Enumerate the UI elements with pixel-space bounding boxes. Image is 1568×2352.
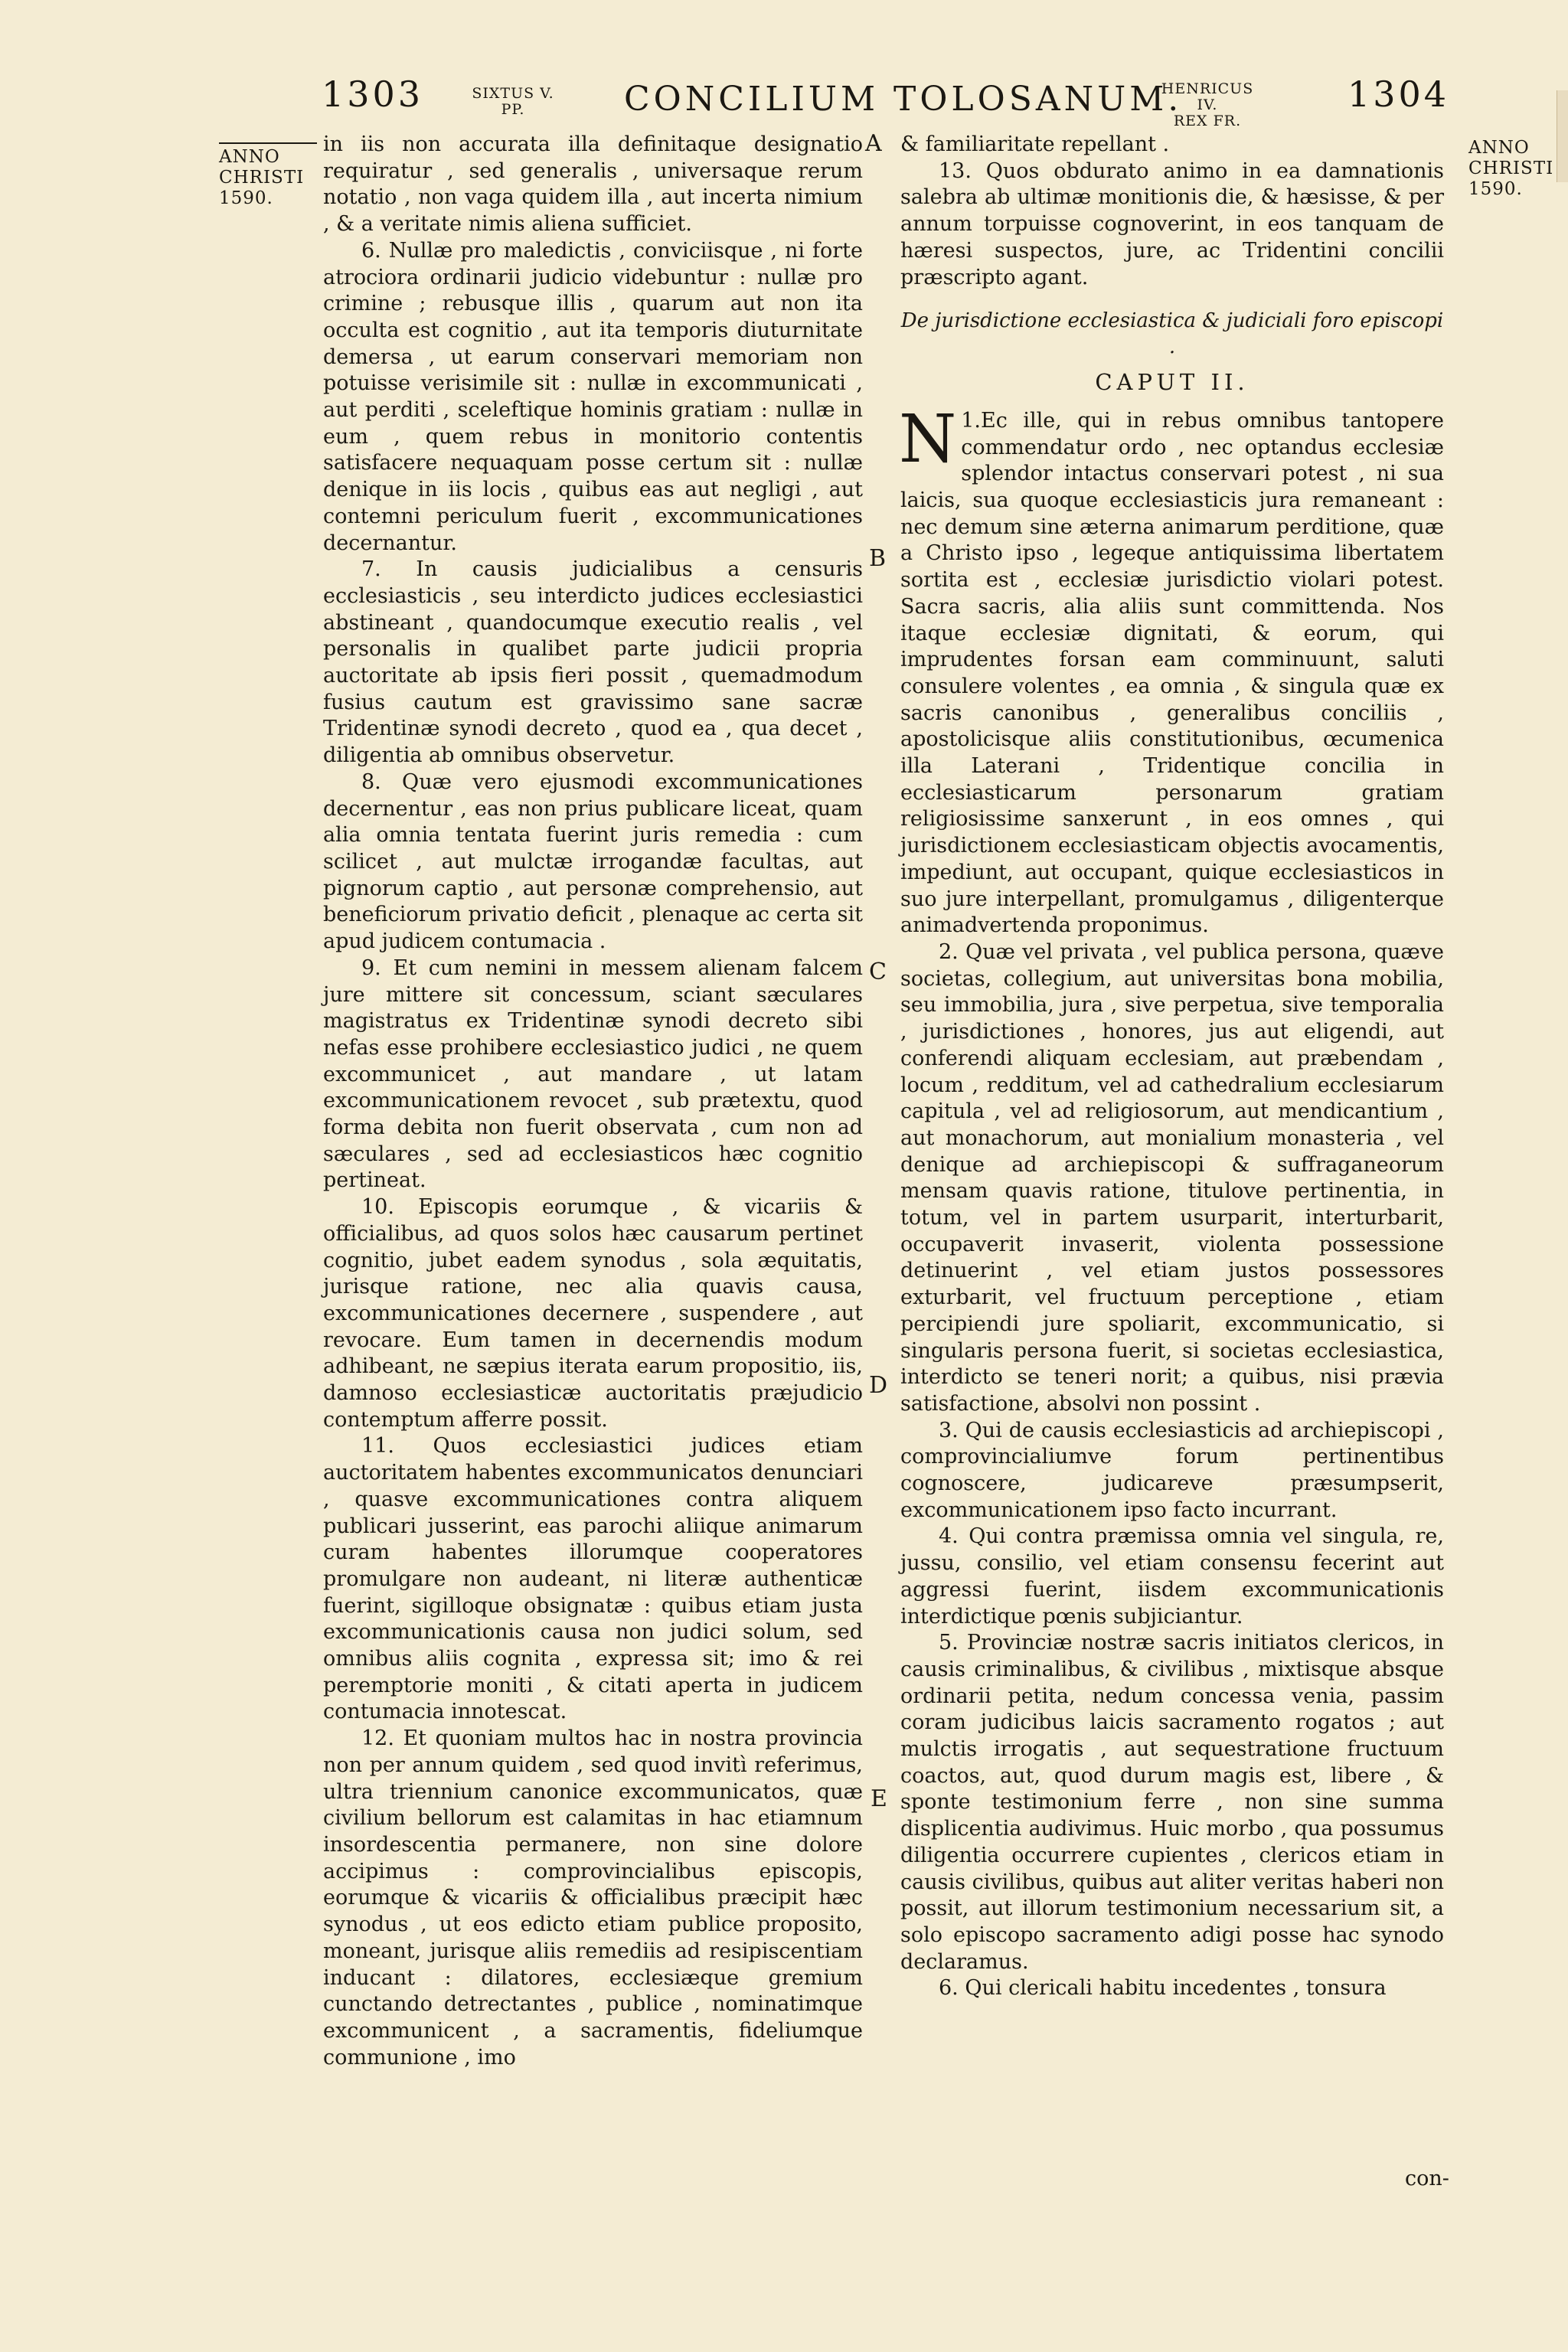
paragraph-8: 8. Quæ vero ejusmodi excommunicationes decernentur , eas non prius publicare liceat, quam alia omnia tentata fuerint juris remedia : cum scilicet , aut mulctæ irrogandæ facultas, aut pignorum captio , aut personæ comprehensio, aut beneficiorum privatio deficit , plenaque ac certa sit apud judicem contumacia . xyxy=(323,769,863,954)
left-column xyxy=(323,132,863,2071)
paragraph-6: 6. Nullæ pro maledictis , conviciisque , ni forte atrociora ordinarii judicio videbuntur : nullæ pro crimine ; rebusque illis , quarum aut non ita occulta est cognitio , aut ita temporis diuturnitate demersa , ut earum conservari memoriam non potuisse verisimile sit : nullæ in excommunicati , aut perditi , sceleftique hominis gratiam : nullæ in eum , quem rebus in monitorio contentis satisfacere nequaquam posse certum sit : nullæ denique in iis locis , quibus eas aut negligi , aut contemni periculum fuerit , excommunicationes decernantur. xyxy=(323,238,863,555)
running-title: CONCILIUM TOLOSANUM. xyxy=(624,80,1183,119)
paragraph-1 xyxy=(899,400,1444,939)
margin-christi: CHRISTI xyxy=(219,168,305,188)
section-letter-a: A xyxy=(865,130,882,157)
margin-anno: ANNO xyxy=(1468,138,1530,158)
header-pope-name: SIXTUS V. xyxy=(472,85,554,102)
paragraph-continuation: & familiaritate repellant . xyxy=(900,132,1170,156)
header-king-name: HENRICUS IV. xyxy=(1161,80,1254,113)
paragraph-6: 6. Qui clericali habitu incedentes , tonsura xyxy=(939,1976,1387,2001)
paragraph-1-text: Ec ille, qui in rebus omnibus tantopere commendatur ordo , nec optandus ecclesiæ splendor intactus conservari potest , ni sua laicis, sua quoque ecclesiasticis jura remaneant : nec demum sine æterna animarum perditione, quæ a Christo ipso , legeque antiquissima libertatem sortita est , ecclesiæ jurisdictio violari potest. Sacra sacris, alia aliis sunt committenda. Nos itaque ecclesiæ dignitati, & eorum, qui imprudentes forsan eam comminuunt, saluti consulere volentes , ea omnia , & singula quæ ex sacris canonibus , generalibus conciliis , apostolicisque aliis constitutionibus, œcumenica illa Laterani , Tridentique concilia in ecclesiasticarum personarum gratiam religiosissime sanxerunt , in eos omnes , qui jurisdictionem ecclesiasticam objectis avocamentis, impediunt, aut occupant, quique ecclesiasticos in suo jure interpellant, promulgamus , diligenterque animadvertenda proponimus. xyxy=(900,408,1444,938)
section-letter-c: C xyxy=(869,959,887,985)
margin-rule xyxy=(219,142,317,144)
drop-cap: N xyxy=(899,400,957,478)
margin-anno: ANNO xyxy=(219,147,280,167)
paragraph-continuation: in iis non accurata illa definitaque designatio requiratur , sed generalis , universaque rerum notatio , non vaga quidem illa , aut incerta nimium , & a veritate nimis aliena sufficiet. xyxy=(323,132,863,237)
chapter-heading: CAPUT II. xyxy=(1095,369,1250,396)
paragraph-7: 7. In causis judicialibus a censuris ecclesiasticis , seu interdicto judices ecclesiastici abstineant , quandocumque executio realis , vel personalis in qualibet parte judicii propria auctoritate ab ipsis fieri possit , quemadmodum fusius cautum est gravissimo sane sacræ Tridentinæ synodi decreto , quod ea , qua decet , diligentia ab omnibus observetur. xyxy=(323,557,863,768)
page-number-left: 1303 xyxy=(322,74,424,115)
paragraph-4: 4. Qui contra præmissa omnia vel singula, re, jussu, consilio, vel etiam consensu fecerint aut aggressi fuerint, iisdem excommunicationis interdictique pœnis subjiciantur. xyxy=(900,1524,1444,1628)
paragraph-9: 9. Et cum nemini in messem alienam falcem jure mittere sit concessum, sciant sæculares magistratus ex Tridentinæ synodi decreto sibi nefas esse prohibere ecclesiastico judici , ne quem excommunicet , aut mandare , ut latam excommunicationem revocet , sub prætextu, quod forma debita non fuerit observata , cum non ad sæculares , sed ad ecclesiasticos hæc cognitio pertineat. xyxy=(323,956,863,1193)
paragraph-11: 11. Quos ecclesiastici judices etiam auctoritatem habentes excommunicatos denunciari , quasve excommunicationes contra aliquem publicari jusserint, eas parochi aliique animarum curam habentes illorumque cooperatores promulgare non audeant, ni literæ authenticæ fuerint, sigilloque obsignatæ : quibus etiam justa excommunicationis causa non judici solum, sed omnibus aliis cognita , expressa sit; imo & rei peremptorie moniti , & citati aperta in judicem contumacia innotescat. xyxy=(323,1434,863,1724)
margin-date-left xyxy=(219,142,311,209)
paragraph-5: 5. Provinciæ nostræ sacris initiatos clericos, in causis criminalibus, & civilibus , mixtisque absque ordinarii petita, nedum concessa venia, passim coram judicibus laicis sacramento rogatos ; aut mulctis irrogatis , aut sequestratione fructuum coactos, aut, quod durum magis est, libere , & sponte testimonium ferre , non sine summa displicentia audivimus. Huic morbo , qua possumus diligentia occurrere cupientes , clericos etiam in causis civilibus, quibus aut aliter veritas haberi non possit, aut illorum testimonium necessarium sit, a solo episcopo sacramento adigi posse hac synodo declaramus. xyxy=(900,1631,1444,1974)
catchword: con- xyxy=(1405,2167,1449,2190)
paragraph-10: 10. Episcopis eorumque , & vicariis & officialibus, ad quos solos hæc causarum pertinet cognitio, jubet eadem synodus , sola æquitatis, jurisque ratione, nec alia quavis causa, excommunicationes decernere , suspendere , aut revocare. Eum tamen in decernendis modum adhibeant, ne sæpius iterata earum propositio, iis, damnoso ecclesiasticæ auctoritatis præjudicio contemptum afferre possit. xyxy=(323,1195,863,1432)
paragraph-number: 1. xyxy=(961,408,982,433)
section-letter-e: E xyxy=(871,1785,887,1812)
margin-year: 1590. xyxy=(1468,179,1523,199)
paragraph-2: 2. Quæ vel privata , vel publica persona, quæve societas, collegium, aut universitas bona mobilia, seu immobilia, jura , sive perpetua, sive temporalia , jurisdictiones , honores, jus aut eligendi, aut conferendi aliquam ecclesiam, aut præbendam , locum , redditum, vel ad cathedralium ecclesiarum capitula , vel ad religiosorum, aut mendicantium , aut monachorum, aut monialium monasteria , vel denique ad archiepiscopi & suffraganeorum mensam quavis ratione, titulove pertinentia, in totum, vel in partem usurparit, interturbarit, occupaverit invaserit, violenta possessione detinuerint , vel etiam justos possessores exturbarit, vel fructuum perceptione , etiam percipiendi jure spoliarit, excommunicatio, si singularis persona fuerit, si societas ecclesiastica, interdicto se teneri norit; a quibus, nisi prævia satisfactione, absolvi non possint . xyxy=(900,939,1444,1416)
margin-date-right xyxy=(1468,138,1560,200)
header-sub-right xyxy=(1158,81,1257,129)
header-king-title: REX FR. xyxy=(1173,113,1242,129)
margin-year: 1590. xyxy=(219,188,273,208)
page-number-right: 1304 xyxy=(1348,74,1450,115)
page-edge-tab xyxy=(1557,90,1568,182)
header-pope-title: PP. xyxy=(501,101,525,118)
paragraph-3: 3. Qui de causis ecclesiasticis ad archiepiscopi , comprovincialiumve forum pertinentibus cognoscere, judicareve præsumpserit, excommunicationem ipso facto incurrant. xyxy=(900,1418,1444,1522)
running-header xyxy=(0,0,1568,138)
paragraph-12: 12. Et quoniam multos hac in nostra provincia non per annum quidem , sed quod invitì referimus, ultra triennium canonice excommunicatos, quæ civilium bellorum est calamitas in hac etiamnum insordescentia permanere, non sine dolore accipimus : comprovincialibus episcopis, eorumque & vicariis & officialibus præcipit hæc synodus , ut eos edicto etiam publice proposito, moneant, jurisque aliis remediis ad resipiscentiam inducant : dilatores, ecclesiæque gremium cunctando detrectantes , publice , nominatimque excommunicent , a sacramentis, fideliumque communione , imo xyxy=(323,1726,863,2069)
section-letter-d: D xyxy=(869,1372,888,1399)
section-heading: De jurisdictione ecclesiastica & judiciali foro episcopi . xyxy=(900,309,1444,359)
header-sub-left xyxy=(471,86,555,118)
section-letter-b: B xyxy=(869,545,887,572)
margin-christi: CHRISTI xyxy=(1468,158,1554,178)
paragraph-13: 13. Quos obdurato animo in ea damnationis salebra ab ultimæ monitionis die, & hæsisse, & per annum torpuisse cognoverint, in eos tanquam de hæresi suspectos, jure, ac Tridentini concilii præscripto agant. xyxy=(900,158,1444,289)
right-column xyxy=(900,132,1444,2002)
